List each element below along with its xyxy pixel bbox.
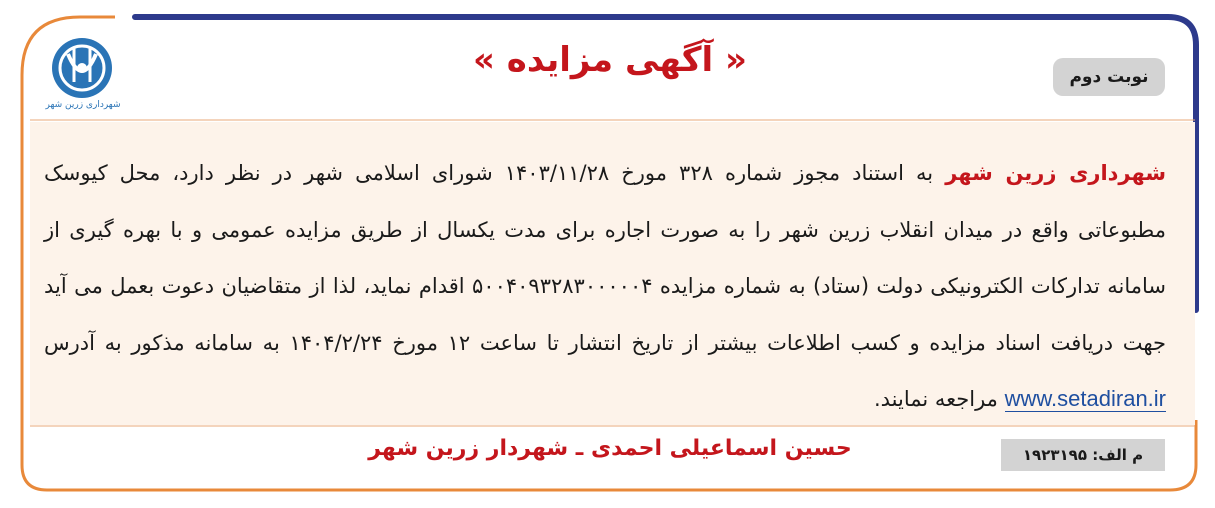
notice-text-part2: مراجعه نمایند. bbox=[873, 387, 1005, 411]
notice-title: « آگهی مزایده » bbox=[472, 40, 748, 80]
notice-code-badge: م الف: ۱۹۲۳۱۹۵ bbox=[1001, 439, 1165, 471]
signature: حسین اسماعیلی احمدی ـ شهردار زرین شهر bbox=[368, 436, 852, 461]
notice-paragraph bbox=[44, 145, 1166, 428]
logo-caption: شهرداری زرین شهر bbox=[45, 100, 121, 110]
notice-text-part1: به استناد مجوز شماره ۳۲۸ مورخ ۱۴۰۳/۱۱/۲۸ شورای اسلامی شهر در نظر دارد، محل کیوسک مطبوعاتی واقع در میدان انقلاب زرین شهر را به صورت اجاره برای مدت یکسال از طریق مزایده عمومی و با بهره گیری از سامانه تدارکات الکترونیکی دولت (ستاد) به شماره مزایده ۵۰۰۴۰۹۳۲۸۳۰۰۰۰۰۴ اقدام نماید، لذا از متقاضیان دعوت بعمل می آید جهت دریافت اسناد مزایده و کسب اطلاعات بیشتر از تاریخ انتشار تا ساعت ۱۲ مورخ ۱۴۰۴/۲/۲۴ به سامانه مذکور به آدرس bbox=[44, 161, 1167, 355]
municipality-name: شهرداری زرین شهر bbox=[945, 161, 1166, 185]
setadiran-link[interactable]: www.setadiran.ir bbox=[1004, 386, 1166, 411]
publication-round-badge: نوبت دوم bbox=[1053, 58, 1165, 96]
